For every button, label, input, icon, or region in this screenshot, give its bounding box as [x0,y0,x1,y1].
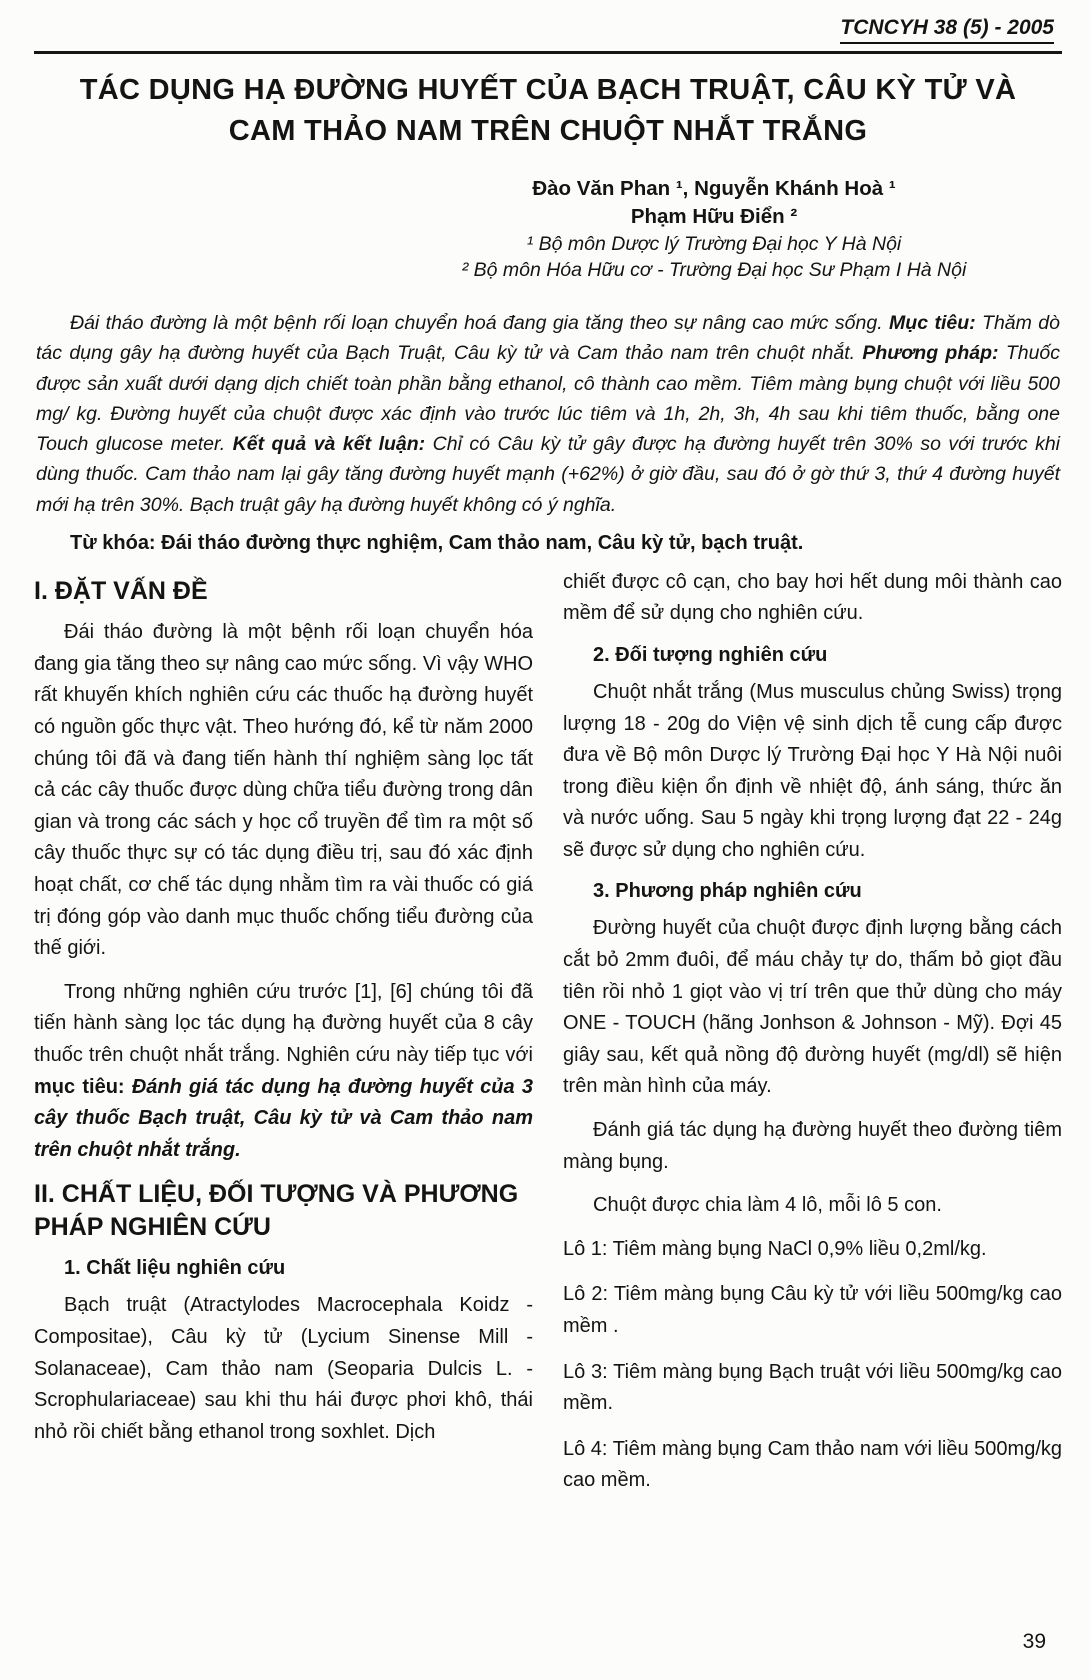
page-number: 39 [1022,1630,1046,1653]
author-line-2: Phạm Hữu Điển ² [630,205,798,229]
subsection-1-heading: 1. Chất liệu nghiên cứu [64,1257,286,1280]
left-column [34,567,533,1511]
materials-paragraph: Bạch truật (Atractylodes Macrocephala Koidz - Compositae), Câu kỳ tử (Lycium Sinense Mill - Solanaceae), Cam thảo nam (Seoparia Dulcis L. - Scrophulariaceae) sau khi thu hái được phơi khô, thái nhỏ rồi chiết bằng ethanol trong soxhlet. Dịch [34,1294,533,1443]
section-2-heading: II. CHẤT LIỆU, ĐỐI TƯỢNG VÀ PHƯƠNG PHÁP NGHIÊN CỨU [34,1180,519,1241]
paper-title: TÁC DỤNG HẠ ĐƯỜNG HUYẾT CỦA BẠCH TRUẬT, CÂU KỲ TỬ VÀ CAM THẢO NAM TRÊN CHUỘT NHẮT TRẮNG [79,74,1017,147]
affiliation-2: ² Bộ môn Hóa Hữu cơ - Trường Đại học Sư Phạm I Hà Nội [461,259,967,282]
methods-paragraph-1: Đường huyết của chuột được định lượng bằng cách cắt bỏ 2mm đuôi, để máu chảy tự do, thấm bỏ giọt đầu tiên rồi nhỏ 1 giọt vào vị trí trên que thử dùng cho máy ONE - TOUCH (hãng Jonhson & Johnson - Mỹ). Đợi 45 giây sau, kết quả nồng độ đường huyết (mg/dl) sẽ hiện trên màn hình của máy. [563,917,1062,1098]
objective-label: mục tiêu: [34,1075,132,1098]
group-3-description: Lô 3: Tiêm màng bụng Bạch truật với liều 500mg/kg cao mềm. [563,1360,1062,1415]
abstract-results-text: Chỉ có Câu kỳ tử gây được hạ đường huyết trên 30% so với trước khi dùng thuốc. Cam thảo nam lại gây tăng đường huyết mạnh (+62%) ở giờ đầu, sau đó ở gờ thứ 3, thứ 4 đường huyết mới hạ trên 30%. Bạch truật gây hạ đường huyết không có ý nghĩa. [36,433,1061,516]
journal-header [34,16,1062,44]
affiliation-1: ¹ Bộ môn Dược lý Trường Đại học Y Hà Nội [526,233,902,256]
journal-reference: TCNCYH 38 (5) - 2005 [840,16,1054,44]
abstract-label-methods: Phương pháp: [862,342,999,365]
header-rule [34,51,1062,54]
methods-paragraph-3: Chuột được chia làm 4 lô, mỗi lô 5 con. [593,1194,942,1217]
intro-paragraph-2-text: Trong những nghiên cứu trước [1], [6] chúng tôi đã tiến hành sàng lọc tác dụng hạ đường huyết của 8 cây thuốc trên chuột nhắt trắng. Nghiên cứu này tiếp tục với [34,980,533,1066]
materials-paragraph-continued: chiết được cô cạn, cho bay hơi hết dung môi thành cao mềm để sử dụng cho nghiên cứu. [563,570,1062,625]
keywords-line: Từ khóa: Đái tháo đường thực nghiệm, Cam thảo nam, Câu kỳ tử, bạch truật. [70,531,804,554]
abstract-label-objective: Mục tiêu: [889,312,976,335]
group-4-description: Lô 4: Tiêm màng bụng Cam thảo nam với liều 500mg/kg cao mềm. [563,1437,1062,1492]
author-line-1: Đào Văn Phan ¹, Nguyễn Khánh Hoà ¹ [532,177,896,201]
group-2-description: Lô 2: Tiêm màng bụng Câu kỳ tử với liều 500mg/kg cao mềm . [563,1283,1062,1337]
group-1-description: Lô 1: Tiêm màng bụng NaCl 0,9% liều 0,2ml/kg. [563,1237,987,1260]
abstract-methods-text: Thuốc được sản xuất dưới dạng dịch chiết toàn phần bằng ethanol, cô thành cao mềm. Tiêm màng bụng chuột với liều 500 mg/ kg. Đường huyết của chuột được xác định vào trước lúc tiêm và 1h, 2h, 3h, 4h sau khi tiêm thuốc, bằng one Touch glucose meter. [36,342,1061,456]
subjects-paragraph: Chuột nhắt trắng (Mus musculus chủng Swiss) trọng lượng 18 - 20g do Viện vệ sinh dịch tễ cung cấp được đưa về Bộ môn Dược lý Trường Đại học Y Hà Nội nuôi trong điều kiện ổn định về nhiệt độ, ánh sáng, thức ăn và nước uống. Sau 5 ngày khi trọng lượng đạt 22 - 24g sẽ được sử dụng cho nghiên cứu. [563,680,1062,861]
authors-block [394,177,1034,282]
abstract-objective-text: Thăm dò tác dụng gây hạ đường huyết của Bạch Truật, Câu kỳ tử và Cam thảo nam trên chuột nhắt. [36,312,1060,365]
subsection-3-heading: 3. Phương pháp nghiên cứu [593,880,862,903]
section-1-heading: I. ĐẶT VẤN ĐỀ [34,576,208,605]
abstract-intro: Đái tháo đường là một bệnh rối loạn chuyển hoá đang gia tăng theo sự nâng cao mức sống. [70,312,890,335]
right-column [563,567,1062,1511]
intro-paragraph-2 [34,977,533,1167]
abstract-paragraph [36,308,1060,520]
two-column-body [34,567,1062,1511]
abstract-label-results: Kết quả và kết luận: [232,433,426,456]
subsection-2-heading: 2. Đối tượng nghiên cứu [593,643,828,666]
objective-statement: Đánh giá tác dụng hạ đường huyết của 3 cây thuốc Bạch truật, Câu kỳ tử và Cam thảo nam trên chuột nhắt trắng. [34,1075,533,1161]
methods-paragraph-2: Đánh giá tác dụng hạ đường huyết theo đường tiêm màng bụng. [563,1119,1062,1173]
intro-paragraph-1: Đái tháo đường là một bệnh rối loạn chuyển hóa đang gia tăng theo sự nâng cao mức sống. Vì vậy WHO rất khuyến khích nghiên cứu các thuốc hạ đường huyết có nguồn gốc thực vật. Theo hướng đó, kể từ năm 2000 chúng tôi đã và đang tiến hành thí nghiệm sàng lọc tất cả các cây thuốc được dùng chữa tiểu đường trong dân gian và trong các sách y học cổ truyền để tìm ra một số cây thuốc thực sự có tác dụng điều trị, sau đó xác định hoạt chất, cơ chế tác dụng nhằm tìm ra vài thuốc có giá trị đóng góp vào danh mục thuốc chống tiểu đường của thế giới. [34,621,533,960]
